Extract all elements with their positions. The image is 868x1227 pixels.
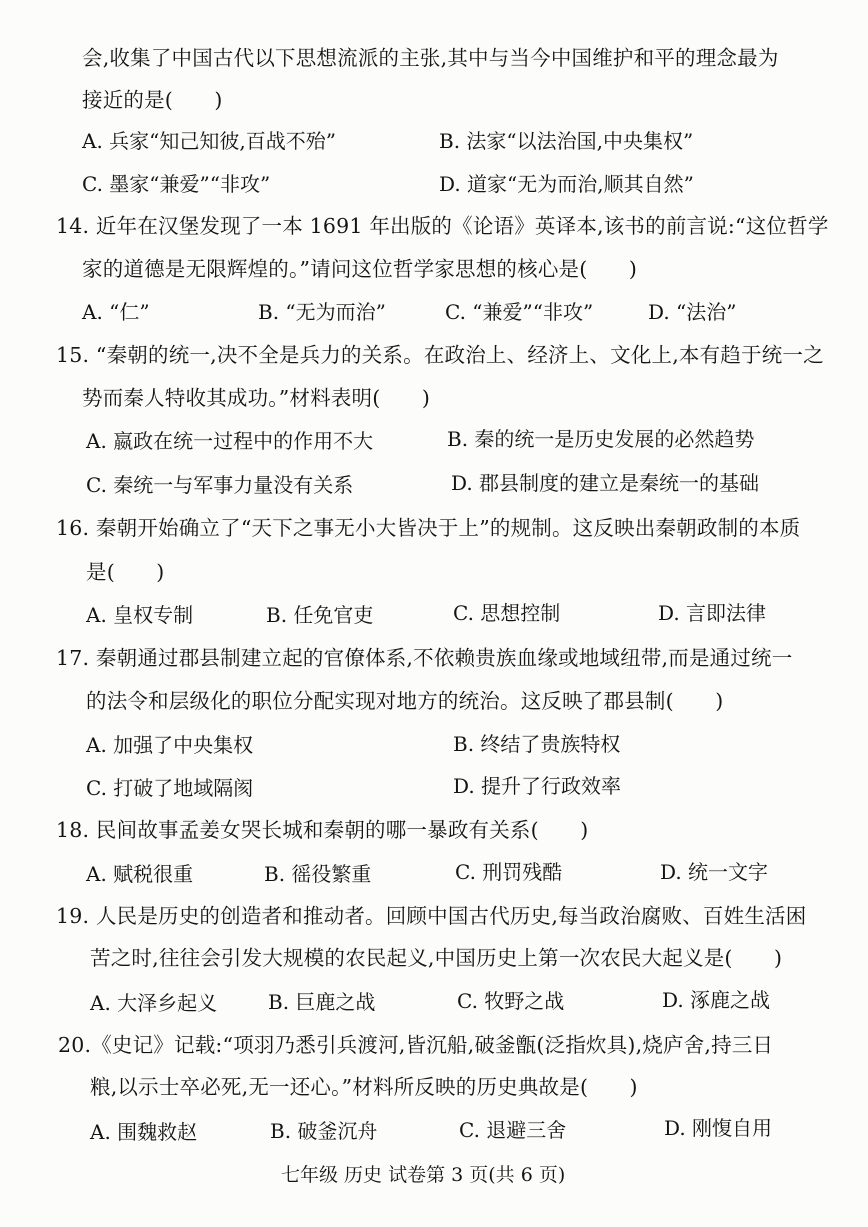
q17-option-d: D. 提升了行政效率 <box>453 774 622 798</box>
q16-stem-line-2: 是( ) <box>86 560 165 584</box>
q14-stem-line-1: 14. 近年在汉堡发现了一本 1691 年出版的《论语》英译本,该书的前言说:“这位哲学 <box>56 214 829 238</box>
q16-option-b: B. 任免官吏 <box>266 603 374 627</box>
q17-option-c: C. 打破了地域隔阂 <box>86 776 254 800</box>
q14-option-b: B. “无为而治” <box>258 300 386 324</box>
q19-stem-line-2: 苦之时,往往会引发大规模的农民起义,中国历史上第一次农民大起义是( ) <box>90 946 783 970</box>
q17-option-a: A. 加强了中央集权 <box>86 733 254 757</box>
q14-stem-line-2: 家的道德是无限辉煌的。”请问这位哲学家思想的核心是( ) <box>82 257 638 281</box>
q20-option-c: C. 退避三舍 <box>459 1118 567 1142</box>
q19-stem-line-1: 19. 人民是历史的创造者和推动者。回顾中国古代历史,每当政治腐败、百姓生活困 <box>56 904 807 928</box>
q20-option-d: D. 刚愎自用 <box>664 1116 773 1140</box>
q19-option-c: C. 牧野之战 <box>457 989 565 1013</box>
q15-option-c: C. 秦统一与军事力量没有关系 <box>86 473 354 497</box>
q13-option-d: D. 道家“无为而治,顺其自然” <box>439 172 694 196</box>
q14-option-d: D. “法治” <box>648 300 737 324</box>
q13-stem-line-2: 接近的是( ) <box>82 88 223 112</box>
q13-option-b: B. 法家“以法治国,中央集权” <box>439 129 694 153</box>
q16-stem-line-1: 16. 秦朝开始确立了“天下之事无小大皆决于上”的规制。这反映出秦朝政制的本质 <box>56 516 801 540</box>
q16-option-d: D. 言即法律 <box>658 601 767 625</box>
q20-option-a: A. 围魏救赵 <box>90 1120 198 1144</box>
q18-option-b: B. 徭役繁重 <box>264 862 372 886</box>
q17-option-b: B. 终结了贵族特权 <box>453 732 621 756</box>
q16-option-c: C. 思想控制 <box>453 601 561 625</box>
q18-option-d: D. 统一文字 <box>660 860 769 884</box>
q15-stem-line-2: 势而秦人特收其成功。”材料表明( ) <box>82 386 431 410</box>
q18-option-a: A. 赋税很重 <box>86 862 194 886</box>
q13-stem-line-1: 会,收集了中国古代以下思想流派的主张,其中与当今中国维护和平的理念最为 <box>82 46 779 70</box>
q20-option-b: B. 破釜沉舟 <box>270 1119 378 1143</box>
q15-option-d: D. 郡县制度的建立是秦统一的基础 <box>451 471 760 495</box>
q14-option-c: C. “兼爱”“非攻” <box>445 300 594 324</box>
q13-option-c: C. 墨家“兼爱”“非攻” <box>82 172 271 196</box>
q17-stem-line-1: 17. 秦朝通过郡县制建立起的官僚体系,不依赖贵族血缘或地域纽带,而是通过统一 <box>56 646 793 670</box>
q19-option-a: A. 大泽乡起义 <box>90 991 218 1015</box>
q20-stem-line-2: 粮,以示士卒必死,无一还心。”材料所反映的历史典故是( ) <box>90 1075 638 1099</box>
q18-stem-line-1: 18. 民间故事孟姜女哭长城和秦朝的哪一暴政有关系( ) <box>56 818 589 842</box>
q19-option-d: D. 涿鹿之战 <box>662 988 771 1012</box>
q16-option-a: A. 皇权专制 <box>86 603 194 627</box>
q17-stem-line-2: 的法令和层级化的职位分配实现对地方的统治。这反映了郡县制( ) <box>86 689 724 713</box>
q20-stem-line-1: 20.《史记》记载:“项羽乃悉引兵渡河,皆沉船,破釜甑(泛指炊具),烧庐舍,持三日 <box>58 1033 774 1057</box>
q15-option-b: B. 秦的统一是历史发展的必然趋势 <box>447 427 755 451</box>
page-footer: 七年级 历史 试卷第 3 页(共 6 页) <box>281 1164 566 1186</box>
q19-option-b: B. 巨鹿之战 <box>268 990 376 1014</box>
q15-stem-line-1: 15. “秦朝的统一,决不全是兵力的关系。在政治上、经济上、文化上,本有趋于统一之 <box>56 343 824 367</box>
q13-option-a: A. 兵家“知己知彼,百战不殆” <box>82 129 336 153</box>
q15-option-a: A. 嬴政在统一过程中的作用不大 <box>86 429 374 453</box>
q18-option-c: C. 刑罚残酷 <box>455 860 563 884</box>
q14-option-a: A. “仁” <box>82 300 150 324</box>
